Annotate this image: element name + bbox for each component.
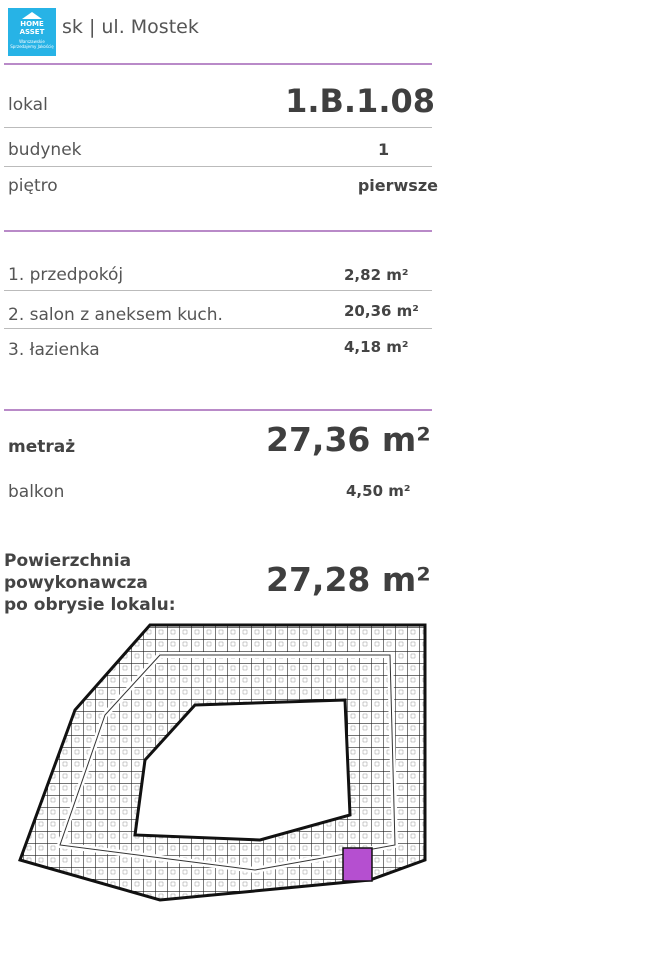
logo-line-1: HOME	[20, 20, 44, 28]
room-name: 1. przedpokój	[8, 265, 124, 285]
room-name: 2. salon z aneksem kuch.	[8, 305, 223, 325]
post-area-label	[4, 550, 176, 616]
metraz-value: 27,36 m²	[266, 420, 431, 459]
floor-plan	[0, 615, 440, 925]
page-title: sk | ul. Mostek	[62, 16, 199, 38]
divider	[4, 290, 432, 291]
divider	[4, 63, 432, 65]
budynek-label: budynek	[8, 140, 82, 160]
house-roof-icon	[22, 12, 42, 19]
room-name: 3. łazienka	[8, 340, 100, 360]
room-area: 20,36 m²	[344, 302, 419, 320]
home-asset-logo	[8, 8, 56, 56]
room-area: 2,82 m²	[344, 266, 409, 284]
lokal-value: 1.B.1.08	[285, 82, 435, 120]
pietro-value: pierwsze	[357, 176, 438, 195]
divider	[4, 409, 432, 411]
post-area-value: 27,28 m²	[266, 560, 431, 599]
logo-line-2: ASSET	[19, 28, 45, 37]
post-area-label-line: po obrysie lokalu:	[4, 595, 176, 615]
divider	[4, 127, 432, 128]
post-area-label-line: powykonawcza	[4, 573, 148, 593]
logo-tagline: Warszawskie Sprzedajemy Jakościę	[10, 38, 54, 49]
divider	[4, 328, 432, 329]
divider	[4, 166, 432, 167]
room-area: 4,18 m²	[344, 338, 409, 356]
highlighted-unit	[343, 848, 372, 881]
divider	[4, 230, 432, 232]
balkon-value: 4,50 m²	[346, 482, 411, 500]
budynek-value: 1	[378, 140, 390, 159]
lokal-label: lokal	[8, 95, 48, 115]
post-area-label-line: Powierzchnia	[4, 551, 132, 571]
pietro-label: piętro	[8, 176, 58, 196]
balkon-label: balkon	[8, 482, 65, 502]
metraz-label: metraż	[8, 437, 76, 457]
